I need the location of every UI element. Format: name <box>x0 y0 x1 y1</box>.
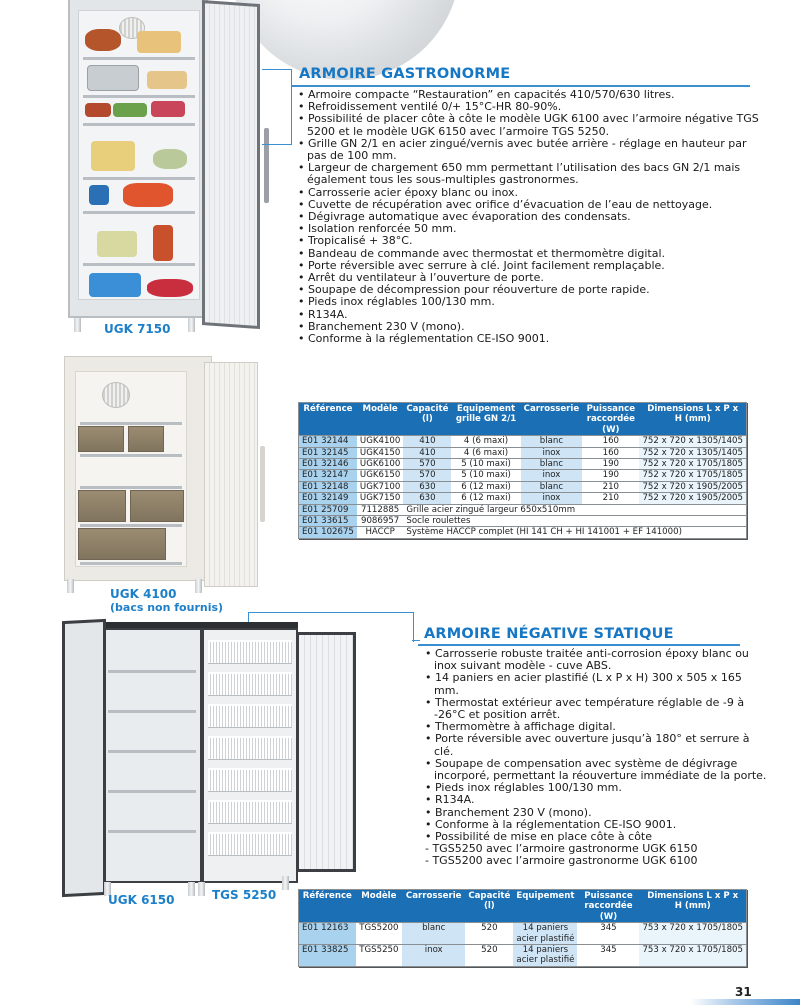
cabinet-interior <box>75 371 187 567</box>
fan-grille <box>102 382 130 408</box>
table-cell: 345 <box>577 945 639 967</box>
feature-item: • Porte réversible avec ouverture jusqu’à 180° et serrure à clé. <box>425 733 770 757</box>
table-header-row <box>299 890 747 923</box>
door-handle <box>260 446 265 522</box>
feature-item: • Carrosserie robuste traitée anti-corrosion époxy blanc ou inox suivant modèle - cuve ABS. <box>425 648 770 672</box>
food-meat <box>147 279 193 297</box>
table-cell: 4 (6 maxi) <box>451 436 520 447</box>
table-cell: E01 32147 <box>299 470 357 481</box>
feature-item: • Grille GN 2/1 en acier zingué/vernis avec butée arrière - réglage en hauteur par pas de 100 mm. <box>298 138 768 162</box>
wire-basket <box>208 672 292 696</box>
food-cheese <box>137 31 181 53</box>
wire-basket <box>208 832 292 856</box>
table-row <box>299 493 747 504</box>
foot <box>282 876 289 890</box>
column-header: Equipement grille GN 2/1 <box>451 403 520 436</box>
feature-item: • Tropicalisé + 38°C. <box>298 235 768 247</box>
column-header: Carrosserie <box>402 890 465 923</box>
table-row <box>299 459 747 470</box>
table-cell: 753 x 720 x 1705/1805 <box>639 923 746 945</box>
shelf <box>83 263 195 266</box>
food-tub <box>89 185 109 205</box>
food-tray <box>87 65 139 91</box>
table-cell: 752 x 720 x 1905/2005 <box>639 481 746 492</box>
table-cell: E01 25709 <box>299 504 357 515</box>
feature-item: • R134A. <box>425 794 770 806</box>
table-cell: blanc <box>521 459 583 470</box>
food-roast <box>85 29 121 51</box>
page-footer-bar <box>690 999 800 1005</box>
feature-item: • R134A. <box>298 309 768 321</box>
feature-subitem: - TGS5200 avec l’armoire gastronorme UGK 6100 <box>425 854 698 868</box>
food-vegetables <box>123 183 173 207</box>
section-title-negative: ARMOIRE NÉGATIVE STATIQUE <box>424 626 674 642</box>
table-cell: 345 <box>577 923 639 945</box>
product-photo-ugk6150-tgs5250 <box>62 620 362 900</box>
label-ugk7150: UGK 7150 <box>104 322 171 336</box>
shelf <box>80 486 182 489</box>
table-cell: UGK7100 <box>357 481 403 492</box>
feature-item: • Cuvette de récupération avec orifice d’évacuation de l’eau de nettoyage. <box>298 199 768 211</box>
table-row <box>299 470 747 481</box>
open-door <box>204 362 258 587</box>
table-cell: E01 32144 <box>299 436 357 447</box>
table-cell: 14 paniers acier plastifié <box>513 923 577 945</box>
negative-feature-list <box>425 648 770 868</box>
feature-item: • Isolation renforcée 50 mm. <box>298 223 768 235</box>
food-sandwich <box>113 103 147 117</box>
column-header: Modèle <box>357 403 403 436</box>
column-header: Capacité (l) <box>465 890 513 923</box>
food-pastry <box>91 141 135 171</box>
table-cell: 752 x 720 x 1705/1805 <box>639 470 746 481</box>
open-door-right <box>296 632 356 872</box>
shelf <box>83 123 195 126</box>
gastronorme-feature-list <box>298 89 768 345</box>
table-cell: E01 102675 <box>299 527 357 538</box>
cabinet-interior <box>78 10 200 300</box>
feature-item: • Conforme à la réglementation CE-ISO 9001. <box>425 819 770 831</box>
title-rule <box>292 85 750 87</box>
shelf <box>83 177 195 180</box>
feature-item: • Carrosserie acier époxy blanc ou inox. <box>298 187 768 199</box>
table-cell: E01 32146 <box>299 459 357 470</box>
table-cell: blanc <box>521 436 583 447</box>
shelf <box>83 95 195 98</box>
cabinet-tgs5250 <box>202 628 298 883</box>
table-cell: E01 32148 <box>299 481 357 492</box>
food-box <box>85 103 111 117</box>
table-cell: inox <box>521 493 583 504</box>
table-cell: inox <box>521 470 583 481</box>
gn-container <box>78 426 124 452</box>
table-cell: inox <box>521 447 583 458</box>
food-jar <box>153 225 173 261</box>
connector-line <box>262 69 292 145</box>
foot <box>188 882 195 896</box>
open-door-left <box>62 619 106 897</box>
table-cell: inox <box>402 945 465 967</box>
table-cell: blanc <box>521 481 583 492</box>
food-bread <box>147 71 187 89</box>
table-cell: 210 <box>582 493 639 504</box>
shelf <box>83 211 195 214</box>
table-cell: UGK7150 <box>357 493 403 504</box>
table-cell: E01 32145 <box>299 447 357 458</box>
wire-basket <box>208 704 292 728</box>
table-cell: 753 x 720 x 1705/1805 <box>639 945 746 967</box>
label-ugk4100-note: (bacs non fournis) <box>110 601 224 614</box>
table-row <box>299 436 747 447</box>
table-cell: UGK6150 <box>357 470 403 481</box>
column-header: Carrosserie <box>521 403 583 436</box>
table-row <box>299 481 747 492</box>
table-cell: E01 12163 <box>299 923 356 945</box>
feature-item: • Arrêt du ventilateur à l’ouverture de porte. <box>298 272 768 284</box>
cabinet-body <box>68 0 208 318</box>
foot <box>67 579 74 593</box>
table-cell: 14 paniers acier plastifié <box>513 945 577 967</box>
table-cell: blanc <box>402 923 465 945</box>
gastronorme-spec-table <box>298 402 747 539</box>
table-cell: TGS5250 <box>356 945 402 967</box>
feature-subitem: - TGS5250 avec l’armoire gastronorme UGK 6150 <box>425 842 698 856</box>
table-cell: 210 <box>582 481 639 492</box>
table-cell: UGK4100 <box>357 436 403 447</box>
table-cell: 752 x 720 x 1905/2005 <box>639 493 746 504</box>
shelf <box>80 422 182 425</box>
negative-spec-table <box>298 889 747 967</box>
foot <box>74 318 81 332</box>
label-ugk4100 <box>110 587 223 615</box>
table-cell: HACCP <box>357 527 403 538</box>
feature-item: • Refroidissement ventilé 0/+ 15°C-HR 80-90%. <box>298 101 768 113</box>
table-cell: 6 (12 maxi) <box>451 493 520 504</box>
feature-item: • Largeur de chargement 650 mm permettant l’utilisation des bacs GN 2/1 mais également tous les sous-multiples gastronormes. <box>298 162 768 186</box>
column-header: Référence <box>299 890 356 923</box>
table-cell: Système HACCP complet (HI 141 CH + HI 141001 + EF 141000) <box>403 527 746 538</box>
feature-item: • Thermostat extérieur avec température réglable de -9 à -26°C et position arrêt. <box>425 697 770 721</box>
wire-basket <box>208 640 292 664</box>
column-header: Dimensions L x P x H (mm) <box>639 403 746 436</box>
cabinet-body <box>64 356 212 581</box>
table-header-row <box>299 403 747 436</box>
feature-item: • Pieds inox réglables 100/130 mm. <box>425 782 770 794</box>
table-cell: 160 <box>582 447 639 458</box>
shelf <box>108 830 196 833</box>
accessory-row <box>299 516 747 527</box>
table-cell: 520 <box>465 945 513 967</box>
food-container <box>151 101 185 117</box>
table-cell: UGK4150 <box>357 447 403 458</box>
table-cell: 190 <box>582 459 639 470</box>
table-cell: 5 (10 maxi) <box>451 470 520 481</box>
label-ugk4100-model: UGK 4100 <box>110 587 177 601</box>
shelf <box>83 57 195 60</box>
wire-basket <box>208 736 292 760</box>
table-cell: Socle roulettes <box>403 516 746 527</box>
table-cell: 630 <box>403 493 451 504</box>
gn-container <box>78 490 126 522</box>
table-cell: 410 <box>403 447 451 458</box>
column-header: Dimensions L x P x H (mm) <box>639 890 746 923</box>
table-cell: E01 33825 <box>299 945 356 967</box>
shelf <box>108 750 196 753</box>
feature-item: • Branchement 230 V (mono). <box>298 321 768 333</box>
feature-item: • Conforme à la réglementation CE-ISO 9001. <box>298 333 768 345</box>
table-cell: 7112885 <box>357 504 403 515</box>
shelf <box>80 562 182 565</box>
feature-item: • Pieds inox réglables 100/130 mm. <box>298 296 768 308</box>
feature-item: • Possibilité de placer côte à côte le modèle UGK 6100 avec l’armoire négative TGS 5200 et le modèle UGK 6150 avec l’armoire TGS 5250. <box>298 113 768 137</box>
label-tgs5250: TGS 5250 <box>212 888 277 902</box>
table-cell: 520 <box>465 923 513 945</box>
table-cell: 160 <box>582 436 639 447</box>
table-cell: E01 33615 <box>299 516 357 527</box>
product-photo-ugk4100 <box>64 356 264 586</box>
feature-item: • Soupape de décompression pour réouverture de porte rapide. <box>298 284 768 296</box>
shelf <box>80 524 182 527</box>
section-title-gastronorme: ARMOIRE GASTRONORME <box>299 66 511 82</box>
page-number: 31 <box>735 985 752 999</box>
column-header: Modèle <box>356 890 402 923</box>
table-cell: 6 (12 maxi) <box>451 481 520 492</box>
gn-container <box>78 528 166 560</box>
gn-container <box>130 490 184 522</box>
food-salad-box <box>97 231 137 257</box>
table-cell: 5 (10 maxi) <box>451 459 520 470</box>
feature-item: • 14 paniers en acier plastifié (L x P x H) 300 x 505 x 165 mm. <box>425 672 770 696</box>
feature-item: • Thermomètre à affichage digital. <box>425 721 770 733</box>
feature-item: • Armoire compacte “Restauration” en capacités 410/570/630 litres. <box>298 89 768 101</box>
product-photo-ugk7150 <box>68 0 280 325</box>
table-cell: E01 32149 <box>299 493 357 504</box>
wire-basket <box>208 800 292 824</box>
feature-item: • Branchement 230 V (mono). <box>425 807 770 819</box>
table-cell: 570 <box>403 459 451 470</box>
table-cell: UGK6100 <box>357 459 403 470</box>
table-cell: 752 x 720 x 1705/1805 <box>639 459 746 470</box>
title-rule <box>418 644 740 646</box>
feature-item: • Possibilité de mise en place côte à côte <box>425 831 770 843</box>
accessory-row <box>299 527 747 538</box>
connector-line <box>412 640 420 641</box>
column-header: Equipement <box>513 890 577 923</box>
table-cell: TGS5200 <box>356 923 402 945</box>
accessory-row <box>299 504 747 515</box>
table-cell: Grille acier zingué largeur 650x510mm <box>403 504 746 515</box>
table-row <box>299 945 747 967</box>
food-milk <box>89 273 141 297</box>
column-header: Référence <box>299 403 357 436</box>
table-cell: 752 x 720 x 1305/1405 <box>639 436 746 447</box>
open-door <box>202 0 260 329</box>
table-cell: 752 x 720 x 1305/1405 <box>639 447 746 458</box>
table-row <box>299 923 747 945</box>
food-salad <box>153 149 187 169</box>
gn-container <box>128 426 164 452</box>
shelf <box>108 670 196 673</box>
feature-item: • Soupape de compensation avec système de dégivrage incorporé, permettant la réouverture immédiate de la porte. <box>425 758 770 782</box>
table-cell: 190 <box>582 470 639 481</box>
table-cell: 9086957 <box>357 516 403 527</box>
foot <box>188 318 195 332</box>
table-row <box>299 447 747 458</box>
table-cell: 410 <box>403 436 451 447</box>
column-header: Puissance raccordée (W) <box>577 890 639 923</box>
label-ugk6150: UGK 6150 <box>108 893 175 907</box>
cabinet-ugk6150 <box>102 628 202 883</box>
shelf <box>108 710 196 713</box>
table-cell: 630 <box>403 481 451 492</box>
column-header: Capacité (l) <box>403 403 451 436</box>
table-cell: 4 (6 maxi) <box>451 447 520 458</box>
table-cell: 570 <box>403 470 451 481</box>
shelf <box>80 454 182 457</box>
feature-item: • Porte réversible avec serrure à clé. Joint facilement remplaçable. <box>298 260 768 272</box>
feature-item: • Dégivrage automatique avec évaporation des condensats. <box>298 211 768 223</box>
feature-item: • Bandeau de commande avec thermostat et thermomètre digital. <box>298 248 768 260</box>
column-header: Puissance raccordée (W) <box>582 403 639 436</box>
shelf <box>108 790 196 793</box>
foot <box>198 882 205 896</box>
wire-basket <box>208 768 292 792</box>
